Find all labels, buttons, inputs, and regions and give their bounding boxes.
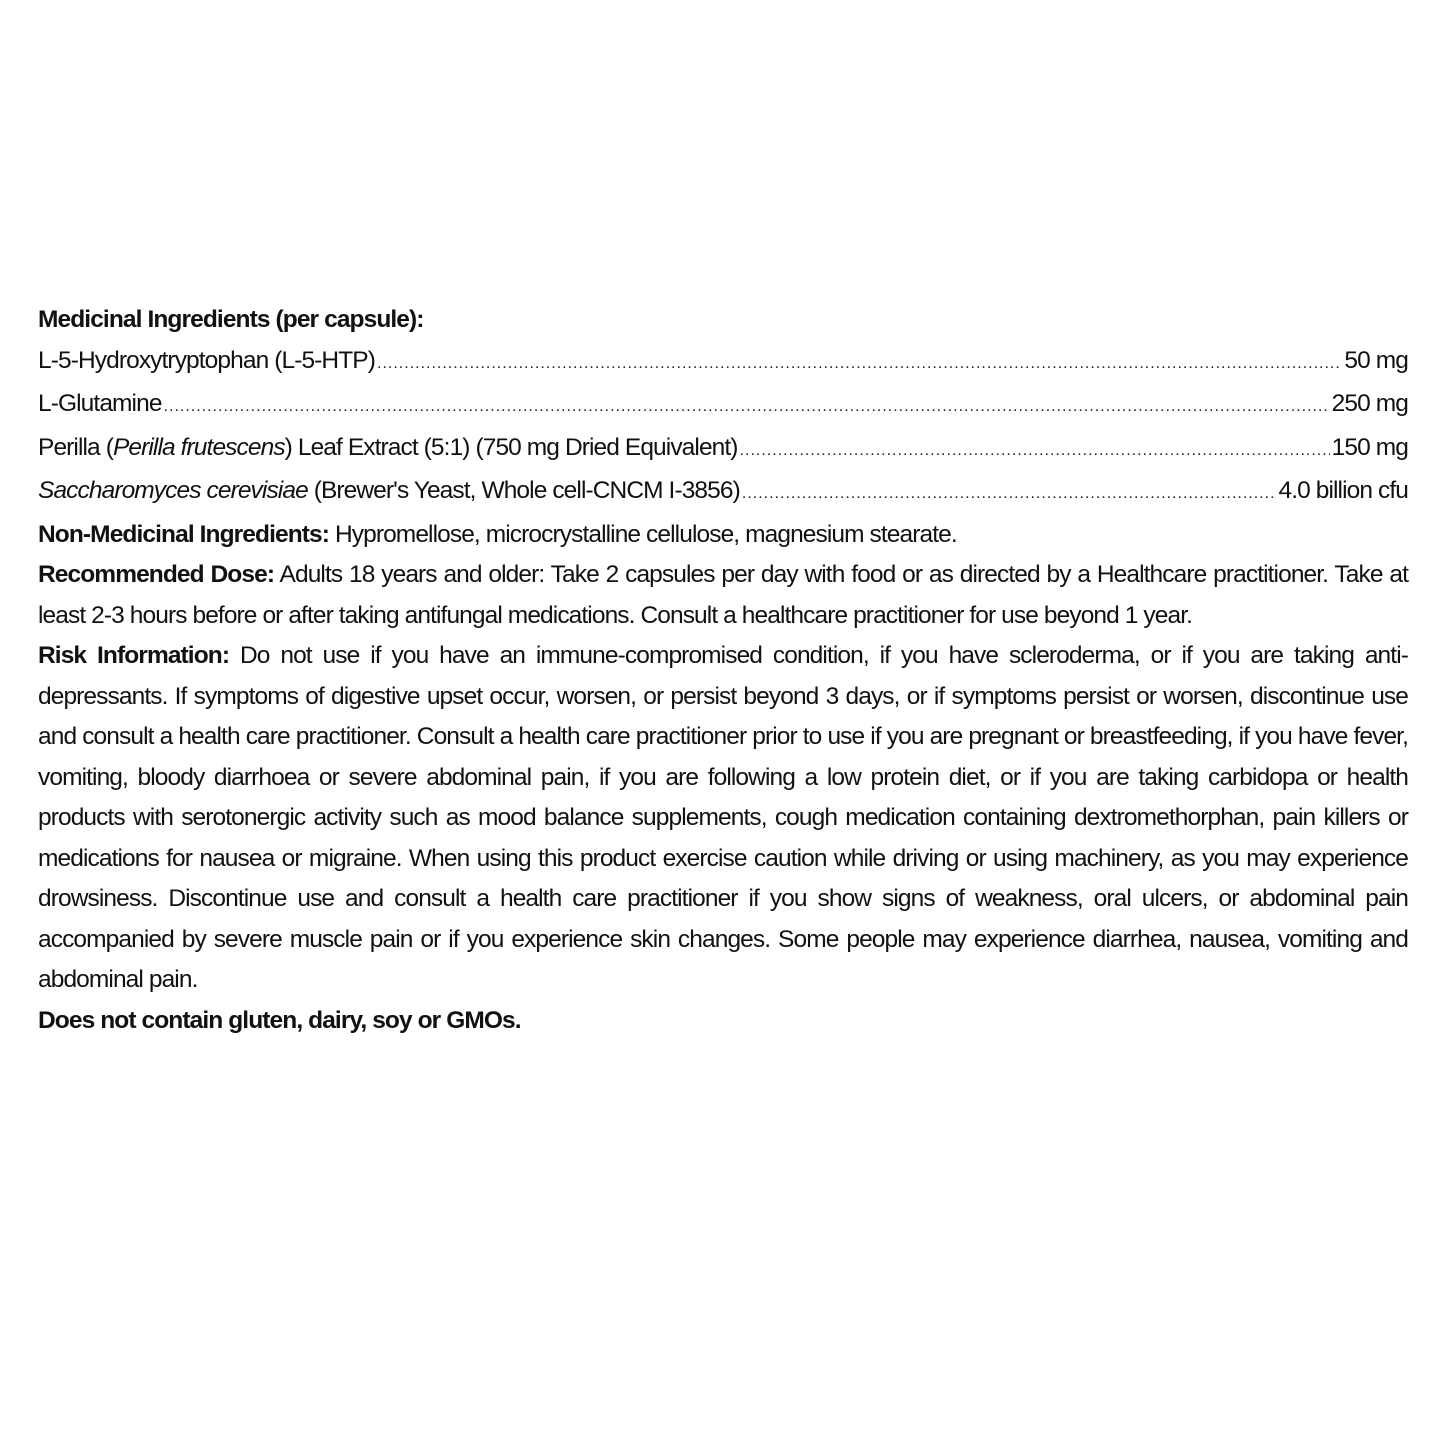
non-medicinal-ingredients (38, 515, 1408, 556)
ingredient-name: Saccharomyces cerevisiae (Brewer's Yeast, Whole cell-CNCM I-3856) (38, 477, 740, 504)
dot-leader (377, 344, 1342, 385)
medicinal-ingredients-heading: Medicinal Ingredients (per capsule): (38, 306, 424, 333)
ingredient-row-perilla (38, 428, 1408, 472)
risk-information-text: Do not use if you have an immune-compromised condition, if you have scleroderma, or if you are taking anti-depressants. If symptoms of digestive upset occur, worsen, or persist beyond 3 days, or if symptoms persist or worsen, discontinue use and consult a health care practitioner. Consult a health care practitioner prior to use if you are pregnant or breastfeeding, if you have fever, vomiting, bloody diarrhoea or severe abdominal pain, if you are following a low protein diet, or if you are taking carbidopa or health products with serotonergic activity such as mood balance supplements, cough medication containing dextromethorphan, pain killers or medications for nausea or migraine. When using this product exercise caution while driving or using machinery, as you may experience drowsiness. Discontinue use and consult a health care practitioner if you show signs of weakness, oral ulcers, or abdominal pain accompanied by severe muscle pain or if you experience skin changes. Some people may experience diarrhea, nausea, vomiting and abdominal pain. (38, 642, 1408, 993)
allergen-statement: Does not contain gluten, dairy, soy or GMOs. (38, 1006, 521, 1034)
ingredient-amount: 50 mg (1344, 346, 1408, 374)
recommended-dose-text: Adults 18 years and older: Take 2 capsules per day with food or as directed by a Healthcare practitioner. Take at least 2-3 hours before or after taking antifungal medications. Consult a healthcare practitioner for use beyond 1 year. (38, 561, 1409, 629)
dot-leader (740, 431, 1330, 472)
ingredient-amount: 150 mg (1331, 433, 1408, 461)
recommended-dose (38, 555, 1408, 636)
ingredient-amount: 4.0 billion cfu (1278, 477, 1408, 504)
non-medicinal-heading: Non-Medicinal Ingredients: (38, 520, 330, 548)
dot-leader (742, 474, 1277, 515)
ingredient-amount: 250 mg (1331, 390, 1408, 417)
ingredient-name: L-5-Hydroxytryptophan (L-5-HTP) (38, 346, 375, 374)
ingredient-name: L-Glutamine (38, 390, 162, 417)
ingredient-row-glutamine (38, 384, 1408, 428)
ingredient-row-5htp (38, 341, 1408, 385)
supplement-label-text (38, 300, 1408, 1041)
ingredient-name: Perilla (Perilla frutescens) Leaf Extract (5:1) (750 mg Dried Equivalent) (38, 433, 738, 461)
non-medicinal-text: Hypromellose, microcrystalline cellulose, magnesium stearate. (329, 520, 957, 548)
recommended-dose-heading: Recommended Dose: (38, 561, 275, 588)
risk-information-heading: Risk Information: (38, 642, 230, 669)
risk-information (38, 636, 1408, 1001)
dot-leader (164, 387, 1330, 428)
ingredient-row-saccharomyces (38, 471, 1408, 515)
